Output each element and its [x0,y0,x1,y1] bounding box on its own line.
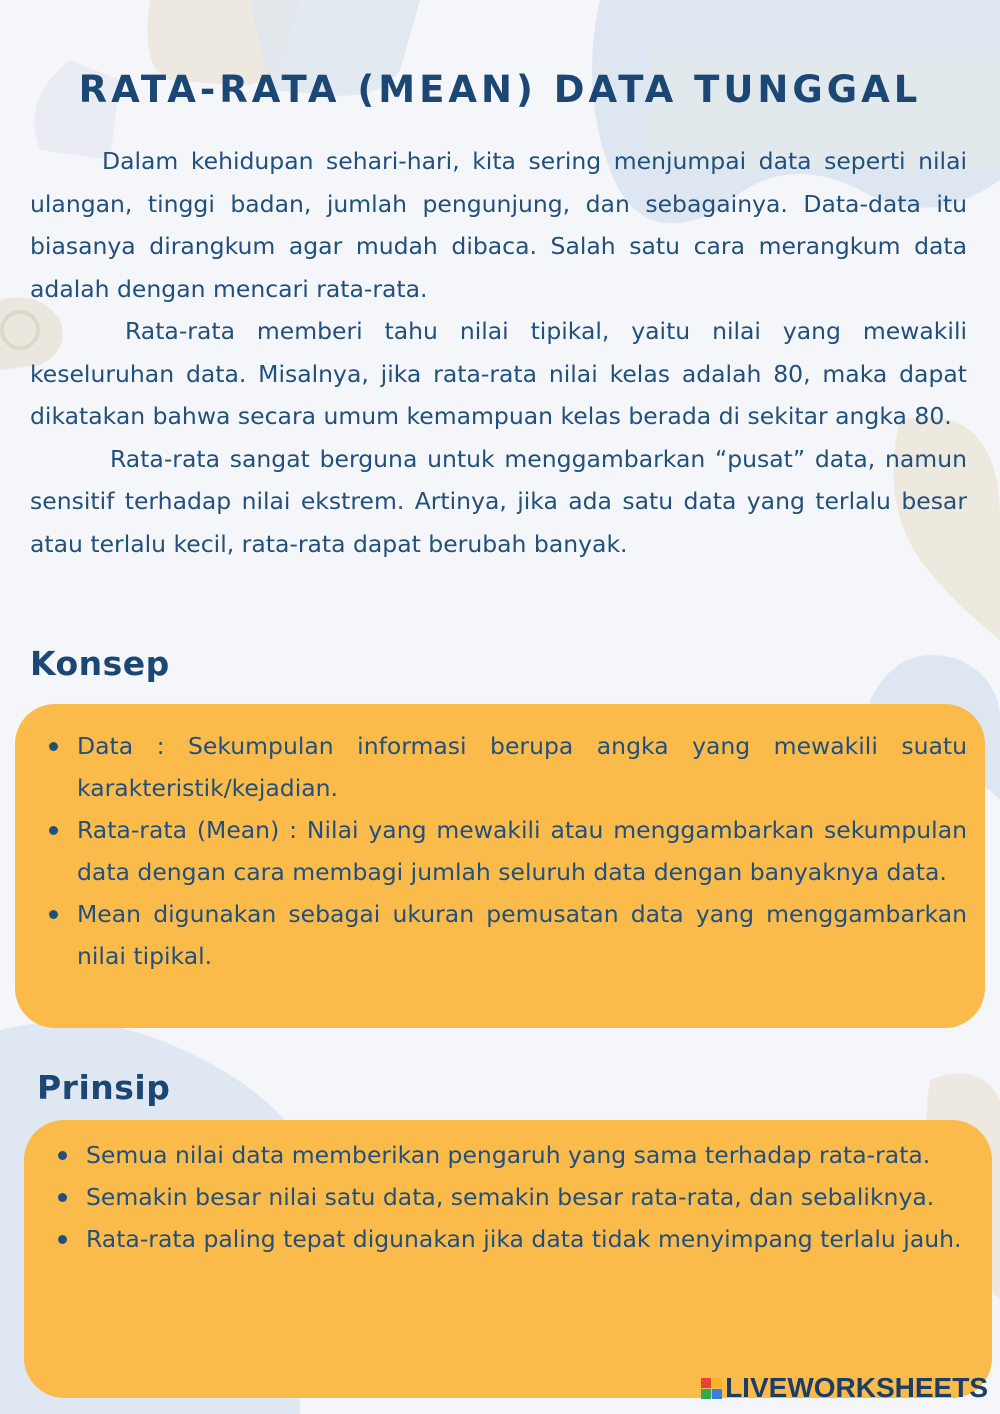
konsep-item: Mean digunakan sebagai ukuran pemusatan data yang menggambarkan nilai tipikal. [45,893,967,977]
konsep-heading: Konsep [30,644,170,683]
konsep-item: Rata-rata (Mean) : Nilai yang mewakili atau menggambarkan sekumpulan data dengan cara membagi jumlah seluruh data dengan banyaknya data. [45,809,967,893]
prinsip-list [54,1134,972,1260]
liveworksheets-logo-icon [701,1378,722,1399]
intro-paragraph-1: Dalam kehidupan sehari-hari, kita sering menjumpai data seperti nilai ulangan, tinggi badan, jumlah pengunjung, dan sebagainya. Data-data itu biasanya dirangkum agar mudah dibaca. Salah satu cara merangkum data adalah dengan mencari rata-rata. [30,147,967,303]
prinsip-item: Rata-rata paling tepat digunakan jika data tidak menyimpang terlalu jauh. [54,1218,972,1260]
konsep-item: Data : Sekumpulan informasi berupa angka yang mewakili suatu karakteristik/kejadian. [45,725,967,809]
page-title: RATA-RATA (MEAN) DATA TUNGGAL [78,68,922,111]
logo-text: LIVEWORKSHEETS [725,1372,988,1403]
konsep-list [45,725,967,977]
intro-section [30,140,967,565]
prinsip-heading: Prinsip [37,1068,171,1107]
intro-paragraph-2: Rata-rata memberi tahu nilai tipikal, yaitu nilai yang mewakili keseluruhan data. Misalnya, jika rata-rata nilai kelas adalah 80, maka dapat dikatakan bahwa secara umum kemampuan kelas berada di sekitar angka 80. [30,317,967,430]
prinsip-item: Semakin besar nilai satu data, semakin besar rata-rata, dan sebaliknya. [54,1176,972,1218]
prinsip-box [24,1120,992,1398]
liveworksheets-logo[interactable] [701,1372,988,1404]
prinsip-item: Semua nilai data memberikan pengaruh yang sama terhadap rata-rata. [54,1134,972,1176]
konsep-box [15,704,985,1028]
intro-paragraph-3: Rata-rata sangat berguna untuk menggambarkan “pusat” data, namun sensitif terhadap nilai ekstrem. Artinya, jika ada satu data yang terlalu besar atau terlalu kecil, rata-rata dapat berubah banyak. [30,444,967,558]
